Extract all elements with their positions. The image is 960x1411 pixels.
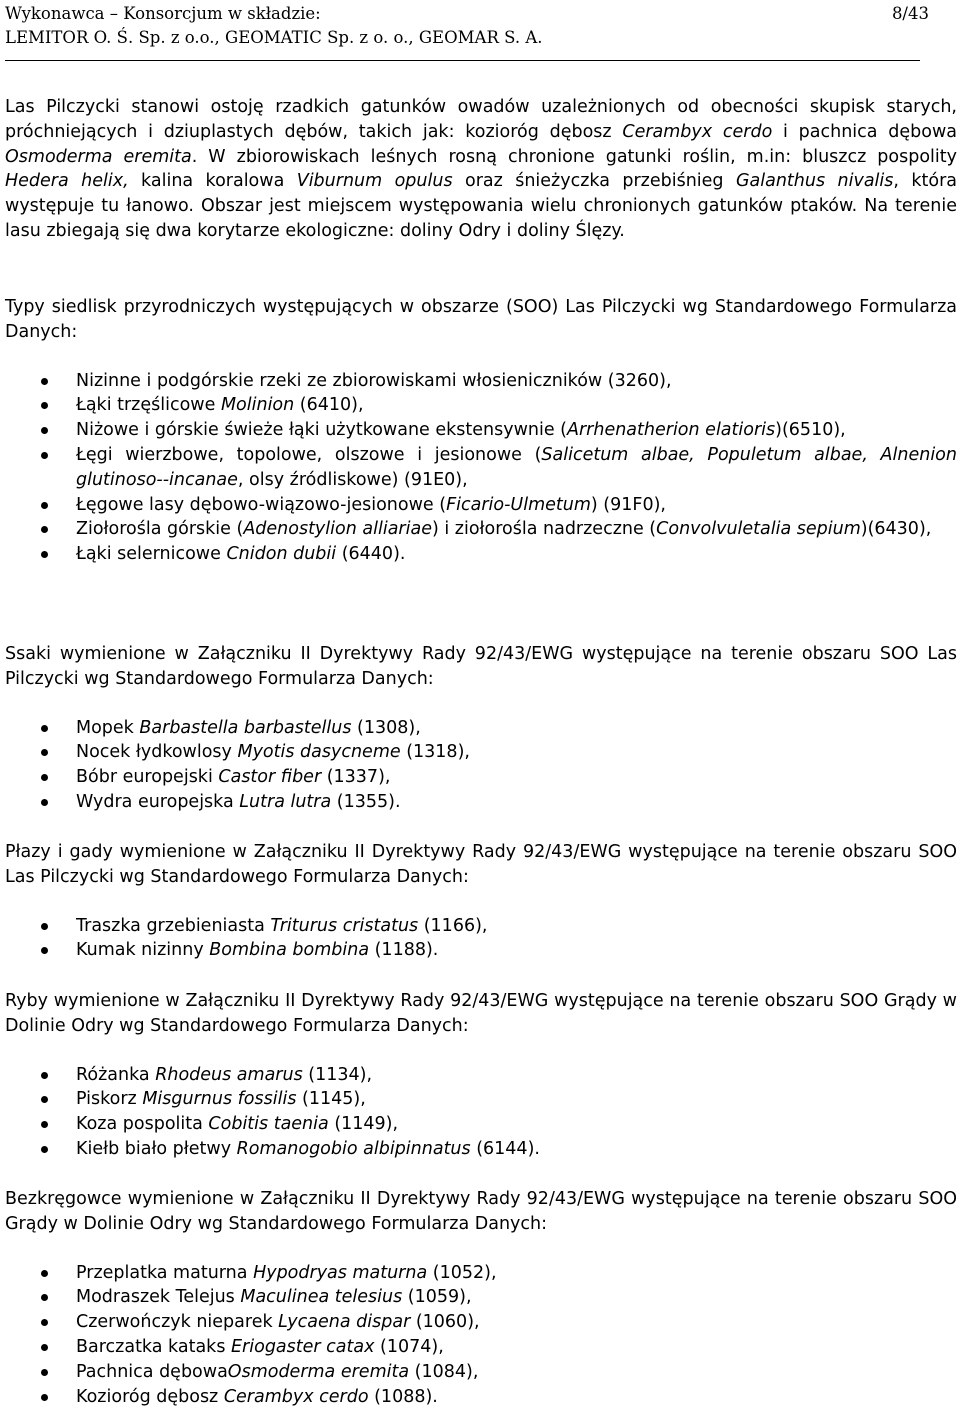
list-item bbox=[5, 443, 957, 493]
list-item bbox=[5, 1137, 957, 1162]
item-text: Łęgi wierzbowe, topolowe, olszowe i jesionowe ( bbox=[76, 444, 542, 465]
latin-name: Myotis dasycneme bbox=[237, 742, 401, 763]
item-text: Nocek łydkowlosy bbox=[76, 742, 238, 763]
list-item bbox=[5, 790, 957, 815]
invertebrates-list bbox=[5, 1261, 957, 1410]
bullet-icon bbox=[41, 749, 48, 756]
bullet-icon bbox=[41, 1270, 48, 1277]
latin-name: Hypodryas maturna bbox=[253, 1262, 428, 1283]
mammals-section bbox=[5, 642, 957, 815]
item-text: (1337), bbox=[321, 767, 391, 788]
item-text: Wydra europejska bbox=[76, 791, 240, 812]
item-text: )(6510), bbox=[775, 420, 846, 441]
item-text: Traszka grzebieniasta bbox=[76, 915, 271, 936]
latin-name: Lycaena dispar bbox=[278, 1312, 411, 1333]
item-text: (6410), bbox=[294, 395, 364, 416]
item-text: Łąki selernicowe bbox=[76, 544, 227, 565]
item-text: (1088). bbox=[368, 1386, 438, 1407]
item-text: (1308), bbox=[351, 717, 421, 738]
bullet-icon bbox=[41, 1369, 48, 1376]
item-text: Modraszek Telejus bbox=[76, 1287, 241, 1308]
mammals-list bbox=[5, 716, 957, 815]
fish-section bbox=[5, 989, 957, 1162]
list-item bbox=[5, 1335, 957, 1360]
item-text: (1060), bbox=[410, 1312, 480, 1333]
latin-name: Cobitis taenia bbox=[208, 1114, 329, 1135]
item-text: (1188). bbox=[369, 940, 439, 961]
intro-paragraph: Las Pilczycki stanowi ostoję rzadkich gatunków owadów uzależnionych od obecności skupisk starych, próchniejących i dziuplastych dębów, takich jak: kozioróg dębosz Cerambyx cerdo i pachnica dębowa Osmoderma eremita. W zbiorowiskach leśnych rosną chronione gatunki roślin, m.in: bluszcz pospolity Hedera helix, kalina koralowa Viburnum opulus oraz śnieżyczka przebiśnieg Galanthus nivalis, która występuje tu łanowo. Obszar jest miejscem występowania wielu chronionych gatunków ptaków. Na terenie lasu zbiegają się dwa korytarze ekologiczne: doliny Odry i doliny Ślęzy. bbox=[5, 97, 957, 241]
item-text: Ziołorośla górskie ( bbox=[76, 519, 244, 540]
item-text: (6440). bbox=[336, 544, 406, 565]
habitats-heading: Typy siedlisk przyrodniczych występujących w obszarze (SOO) Las Pilczycki wg Standardowego Formularza Danych: bbox=[5, 297, 957, 342]
item-text: (1084), bbox=[409, 1361, 479, 1382]
bullet-icon bbox=[41, 402, 48, 409]
latin-name: Salicetum albae, Populetum albae, Alnenion glutinoso--incanae bbox=[76, 444, 957, 490]
latin-name: Cerambyx cerdo bbox=[223, 1386, 369, 1407]
amphibians-section bbox=[5, 840, 957, 963]
bullet-icon bbox=[41, 452, 48, 459]
item-text: (1145), bbox=[296, 1089, 366, 1110]
latin-name: Eriogaster catax bbox=[231, 1336, 375, 1357]
latin-name: Castor fiber bbox=[218, 767, 322, 788]
bullet-icon bbox=[41, 1121, 48, 1128]
item-text: Pachnica dębowa bbox=[76, 1361, 228, 1382]
page-number: 8/43 bbox=[891, 4, 929, 23]
list-item bbox=[5, 1310, 957, 1335]
latin-name: Ficario-Ulmetum bbox=[446, 494, 591, 515]
latin-name: Rhodeus amarus bbox=[155, 1064, 303, 1085]
item-text: Nizinne i podgórskie rzeki ze zbiorowiskami włosieniczników (3260), bbox=[76, 370, 672, 391]
list-item bbox=[5, 418, 957, 443]
latin-name: Osmoderma eremita bbox=[227, 1361, 410, 1382]
document-page bbox=[5, 0, 957, 1407]
bullet-icon bbox=[41, 725, 48, 732]
latin-name: Cnidon dubii bbox=[226, 544, 337, 565]
consortium-members: LEMITOR O. Ś. Sp. z o.o., GEOMATIC Sp. z o. o., GEOMAR S. A. bbox=[5, 28, 543, 47]
item-text: ) i ziołorośla nadrzeczne ( bbox=[431, 519, 657, 540]
fish-heading: Ryby wymienione w Załączniku II Dyrektywy Rady 92/43/EWG występujące na terenie obszaru SOO Grądy w Dolinie Odry wg Standardowego Formularza Danych: bbox=[5, 991, 957, 1036]
latin-name: Maculinea telesius bbox=[240, 1287, 403, 1308]
item-text: (6144). bbox=[470, 1138, 540, 1159]
latin-name: Romanogobio albipinnatus bbox=[236, 1138, 471, 1159]
bullet-icon bbox=[41, 947, 48, 954]
list-item bbox=[5, 1087, 957, 1112]
latin-name: Arrhenatherion elatioris bbox=[567, 420, 776, 441]
bullet-icon bbox=[41, 774, 48, 781]
item-text: (1059), bbox=[402, 1287, 472, 1308]
item-text: Łęgowe lasy dębowo-wiązowo-jesionowe ( bbox=[76, 494, 447, 515]
bullet-icon bbox=[41, 1319, 48, 1326]
amphibians-list bbox=[5, 914, 957, 964]
header-rule bbox=[5, 60, 920, 61]
latin-name: Lutra lutra bbox=[239, 791, 332, 812]
list-item bbox=[5, 517, 957, 542]
item-text: Przeplatka maturna bbox=[76, 1262, 254, 1283]
item-text: (1149), bbox=[328, 1114, 399, 1135]
list-item bbox=[5, 542, 957, 567]
bullet-icon bbox=[41, 1344, 48, 1351]
item-text: Czerwończyk nieparek bbox=[76, 1312, 279, 1333]
item-text: Niżowe i górskie świeże łąki użytkowane ekstensywnie ( bbox=[76, 420, 567, 441]
list-item bbox=[5, 765, 957, 790]
item-text: Różanka bbox=[76, 1064, 156, 1085]
list-item bbox=[5, 369, 957, 394]
page-header bbox=[5, 0, 957, 50]
item-text: (1134), bbox=[302, 1064, 373, 1085]
item-text: Kumak nizinny bbox=[76, 940, 210, 961]
latin-name: Molinion bbox=[220, 395, 295, 416]
list-item bbox=[5, 1360, 957, 1385]
latin-name: Triturus cristatus bbox=[270, 915, 419, 936]
list-item bbox=[5, 1063, 957, 1088]
bullet-icon bbox=[41, 378, 48, 385]
list-item bbox=[5, 716, 957, 741]
bullet-icon bbox=[41, 1072, 48, 1079]
item-text: ) (91F0), bbox=[590, 494, 666, 515]
list-item bbox=[5, 1112, 957, 1137]
item-text: Kiełb biało płetwy bbox=[76, 1138, 237, 1159]
item-text: (1318), bbox=[400, 742, 470, 763]
bullet-icon bbox=[41, 799, 48, 806]
invertebrates-section bbox=[5, 1187, 957, 1409]
bullet-icon bbox=[41, 923, 48, 930]
amphibians-heading: Płazy i gady wymienione w Załączniku II Dyrektywy Rady 92/43/EWG występujące na terenie obszaru SOO Las Pilczycki wg Standardowego Formularza Danych: bbox=[5, 842, 957, 887]
invertebrates-heading: Bezkręgowce wymienione w Załączniku II Dyrektywy Rady 92/43/EWG występujące na terenie obszaru SOO Grądy w Dolinie Odry wg Standardowego Formularza Danych: bbox=[5, 1189, 957, 1234]
bullet-icon bbox=[41, 427, 48, 434]
item-text: )(6430), bbox=[860, 519, 932, 540]
item-text: (1052), bbox=[427, 1262, 497, 1283]
item-text: (1355). bbox=[331, 791, 401, 812]
item-text: Bóbr europejski bbox=[76, 767, 219, 788]
item-text: Barczatka kataks bbox=[76, 1336, 231, 1357]
list-item bbox=[5, 938, 957, 963]
latin-name: Bombina bombina bbox=[209, 940, 370, 961]
latin-name: Misgurnus fossilis bbox=[142, 1089, 297, 1110]
bullet-icon bbox=[41, 551, 48, 558]
list-item bbox=[5, 914, 957, 939]
item-text: , olsy źródliskowe) (91E0), bbox=[237, 469, 468, 490]
mammals-heading: Ssaki wymienione w Załączniku II Dyrektywy Rady 92/43/EWG występujące na terenie obszaru SOO Las Pilczycki wg Standardowego Formularza Danych: bbox=[5, 644, 957, 689]
item-text: Mopek bbox=[76, 717, 140, 738]
latin-name: Adenostylion alliariae bbox=[243, 519, 432, 540]
contractor-label: Wykonawca – Konsorcjum w składzie: bbox=[5, 4, 321, 23]
list-item bbox=[5, 393, 957, 418]
habitats-section bbox=[5, 295, 957, 567]
item-text: Łąki trzęślicowe bbox=[76, 395, 221, 416]
bullet-icon bbox=[41, 1394, 48, 1401]
fish-list bbox=[5, 1063, 957, 1162]
item-text: Piskorz bbox=[76, 1089, 143, 1110]
latin-name: Convolvuletalia sepium bbox=[656, 519, 861, 540]
item-text: Kozioróg dębosz bbox=[76, 1386, 224, 1407]
bullet-icon bbox=[41, 502, 48, 509]
item-text: (1166), bbox=[418, 915, 488, 936]
bullet-icon bbox=[41, 1096, 48, 1103]
bullet-icon bbox=[41, 1294, 48, 1301]
list-item bbox=[5, 1285, 957, 1310]
list-item bbox=[5, 1385, 957, 1410]
list-item bbox=[5, 1261, 957, 1286]
bullet-icon bbox=[41, 1146, 48, 1153]
item-text: (1074), bbox=[374, 1336, 444, 1357]
habitats-list bbox=[5, 369, 957, 567]
list-item bbox=[5, 493, 957, 518]
item-text: Koza pospolita bbox=[76, 1114, 209, 1135]
list-item bbox=[5, 740, 957, 765]
latin-name: Barbastella barbastellus bbox=[139, 717, 352, 738]
bullet-icon bbox=[41, 526, 48, 533]
